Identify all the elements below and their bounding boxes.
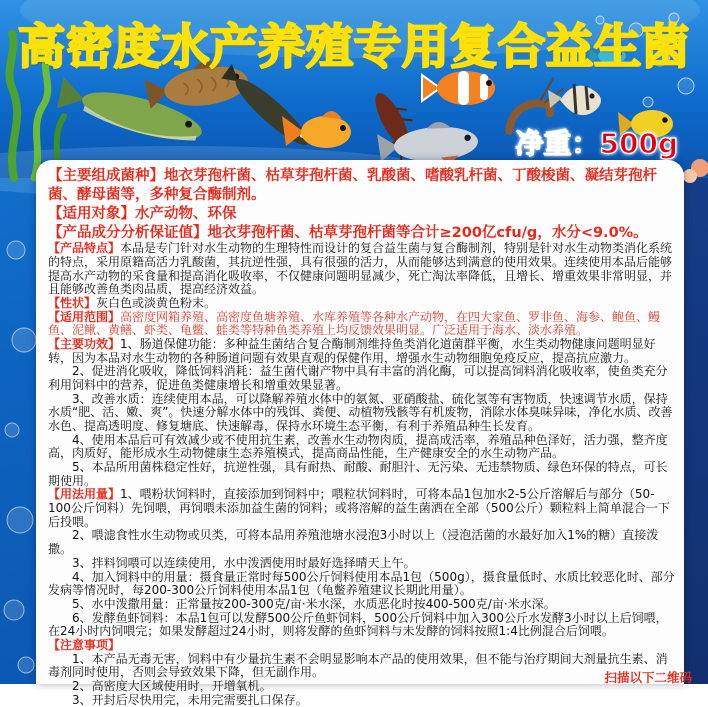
features-text: 本品是专门针对水生动物的生理特性而设计的复合益生菌与复合酶制剂，特别是针对水生动物类消化系统的特点，采用原籍高活力乳酸菌，其抗逆性强，具有很强的活力，从而能够达到满意的使用效果。连续使用本品后能够提高水产动物的采食量和提高消化吸收率，不仅健康问题明显减少，死亡淘汰率降低，且增长、增重效果非常明显，并且能够改善鱼类肉品质，提高经济效益。 — [48, 241, 673, 297]
left-strip-bubbles — [0, 190, 36, 684]
effects-item-2: 2、促进消化吸收，降低饲料消耗：益生菌代谢产物中具有丰富的消化酶，可以提高饲料消化吸收率，使鱼类充分利用饲料中的营养，促进鱼类健康增长和增重效果显著。 — [48, 364, 668, 393]
footer-note: 扫描以下二维码 — [604, 670, 692, 685]
notes-heading: 【注意事项】 — [48, 637, 121, 652]
usage-item-6: 6、发酵鱼虾饲料：本品1包可以发酵500公斤鱼虾饲料，500公斤饲料中加入300公斤水发酵3小时以上后饲喂，在24小时内饲喂完；如果发酵超过24小时，则将发酵的鱼虾饲料与未发酵的饲料按照1:4比例混合后饲喂。 — [48, 610, 668, 639]
section-notes — [48, 639, 676, 653]
section-target — [48, 205, 676, 224]
effects-item-1: 1、肠道保健功能：多种益生菌结合复合酶制剂维持鱼类消化道菌群平衡，水生类动物健康问题明显好转，因为本品对水生动物的各种肠道问题有效果直观的保健作用，增强水生动物细胞免疫反应，提高抗应激力。 — [48, 337, 656, 365]
composition-text: 地衣芽孢杆菌、枯草芽孢杆菌、乳酸菌、嗜酸乳杆菌、丁酸梭菌、凝结芽孢杆菌、酵母菌等，多种复合酶制剂。 — [48, 168, 657, 203]
appearance-text: 灰白色或淡黄色粉末。 — [96, 296, 217, 311]
notes-item-1: 1、本产品无毒无害，饲料中有少量抗生素不会明显影响本产品的使用效果，但不能与治疗期间大剂量抗生素、消毒剂同时使用，否则会导致效果下降，但无副作用。 — [48, 651, 668, 680]
usage-item-4: 4、加入饲料中的用量：摄食量正常时每500公斤饲料使用本品1包（500g），摄食量低时、水质比较恶化时、部分发病等情况时，每200-300公斤饲料使用本品1包（龟鳖养殖建议长期此用量）。 — [48, 569, 675, 598]
effects-heading: 【主要功效】 — [48, 337, 121, 352]
effects-item-4: 4、使用本品后可有效减少或不使用抗生素，改善水生动物肉质，提高成活率，养殖品种色泽好，活力强，整齐度高，肉质好，能形成水生动物健康生态养殖模式，提高商品性能，生产健康安全的水生动物产品。 — [48, 432, 668, 461]
label-text-panel — [36, 160, 684, 707]
features-heading: 【产品特点】 — [48, 241, 121, 256]
notes-item-2: 2、高密度大区域使用时，开增氧机。 — [72, 678, 272, 693]
product-title: 高密度水产养殖专用复合益生菌 — [18, 20, 690, 75]
section-usage — [48, 488, 676, 529]
usage-heading: 【用法用量】 — [48, 487, 121, 502]
net-weight: 净重：500g — [515, 127, 678, 160]
target-text: 水产动物、环保 — [135, 205, 237, 222]
usage-item-1: 1、喂粉状饲料时，直接添加到饲料中；喂粒状饲料时，可将本品1包加水2-5公斤溶解后与部分（50-100公斤饲料）先饲喂，再饲喂未添加益生菌的饲料；或将溶解的益生菌洒在全部（500公斤）颗粒料上简单混合一下后投喂。 — [48, 487, 670, 529]
target-heading: 【适用对象】 — [48, 205, 135, 222]
notes-item-3: 3、开封后尽快用完，未用完需要扎口保存。 — [72, 692, 308, 707]
scope-heading: 【适用范围】 — [48, 309, 121, 324]
appearance-heading: 【性状】 — [48, 296, 97, 311]
section-guarantee — [48, 224, 676, 243]
composition-heading: 【主要组成菌种】 — [48, 168, 164, 184]
usage-item-5: 5、水中泼撒用量：正常量按200-300克/亩·米水深，水质恶化时按400-500克/亩·米水深。 — [72, 596, 556, 611]
section-effects — [48, 338, 676, 365]
section-features — [48, 242, 676, 297]
usage-item-2: 2、喂滤食性水生动物或贝类，可将本品用养殖池塘水浸泡3小时以上（浸泡活菌的水最好加入1%的糖）直接泼撒。 — [48, 528, 659, 557]
section-appearance — [48, 297, 676, 311]
guarantee-heading: 【产品成分分析保证值】 — [48, 224, 208, 241]
section-scope — [48, 311, 676, 338]
effects-item-5: 5、本品所用菌株稳定性好，抗逆性强，具有耐热、耐酸、耐胆汁、无污染、无违禁物质、绿色环保的特点，可长期使用。 — [48, 460, 668, 488]
guarantee-text: 地衣芽孢杆菌、枯草芽孢杆菌等合计≥200亿cfu/g，水分<9.0%。 — [207, 224, 648, 241]
usage-item-3: 3、拌料饲喂可以连续使用，水中泼洒使用时最好选择晴天上午。 — [72, 555, 416, 570]
section-composition — [48, 167, 676, 205]
effects-item-3: 3、改善水质：连续使用本品，可以降解养殖水体中的氨氮、亚硝酸盐、硫化氢等有害物质，快速调节水质，保持水质“肥、活、嫩、爽”。快速分解水体中的残饵、粪便、动植物残骸等有机废物，消除水体臭味异味，净化水质、改善水色、提高透明度、修复塘底、快速解毒，保持水环境生态平衡，有利于养殖品种生长发育。 — [48, 391, 673, 434]
left-bubbles-icon — [0, 190, 36, 684]
scope-text: 高密度网箱养殖、高密度鱼塘养殖、水库养殖等各种水产动物，在四大家鱼、罗非鱼、海参、鲍鱼、鳗鱼、泥鳅、黄鳝、虾类、龟鳖、蛙类等特种鱼类养殖上均反馈效果明显。广泛适用于海水、淡水养殖。 — [48, 309, 661, 338]
